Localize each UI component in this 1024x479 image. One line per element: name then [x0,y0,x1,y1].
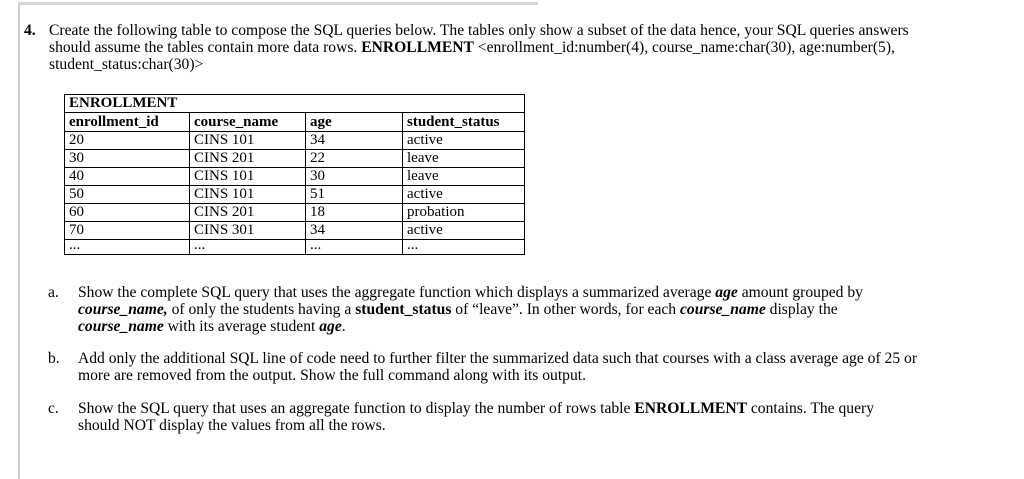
emphasis-student-status: student_status [355,301,452,318]
cell-enrollment-id: 50 [65,186,190,204]
cell-age: 34 [306,132,403,150]
item-b-text: Add only the additional SQL line of code need to further filter the summarized data such that courses with a class average age of 25 or more are removed from the output. Show the full command along with its output. [78,350,918,384]
cell-age: 18 [306,204,403,222]
cell-student-status: leave [403,150,525,168]
table-row [65,132,525,150]
table-row [65,150,525,168]
emphasis-enrollment: ENROLLMENT [634,400,747,417]
cell-enrollment-id: 70 [65,222,190,240]
cell-student-status: active [403,132,525,150]
table-row [65,186,525,204]
question-text [49,22,929,73]
emphasis-course-name: course_name [78,318,164,335]
cell-age: 30 [306,168,403,186]
col-header-enrollment-id: enrollment_id [65,113,190,132]
text-run: . [341,318,346,335]
cell-student-status: probation [403,204,525,222]
cell-enrollment-id: 60 [65,204,190,222]
table-row [65,204,525,222]
item-a-label: a. [48,284,59,301]
emphasis-course-name: course_name, [78,301,168,318]
text-run: of only the students having a [167,301,356,318]
cell-course-name: CINS 301 [190,222,306,240]
table-header-row [65,113,525,132]
schema-name: ENROLLMENT [361,39,474,56]
item-c-label: c. [48,400,59,417]
cell-student-status: leave [403,168,525,186]
enrollment-table [64,94,525,255]
text-run: amount grouped by [737,284,863,301]
text-run: with its average student [163,318,320,335]
cell-student-status: active [403,186,525,204]
table-title: ENROLLMENT [65,95,525,113]
table-row [65,168,525,186]
cell-course-name: CINS 201 [190,204,306,222]
cell-enrollment-id: 30 [65,150,190,168]
cell-age: 22 [306,150,403,168]
page-top-border [18,2,538,5]
cell-course-name: CINS 101 [190,132,306,150]
text-run: Show the complete SQL query that uses the aggregate function which displays a summarized average [78,284,716,301]
emphasis-age: age [715,284,738,301]
col-header-student-status: student_status [403,113,525,132]
question-intro: Create the following table to compose the SQL queries below. The tables only show a subset of the data hence, your SQL queries answers should assume the tables contain more data rows. [49,22,909,56]
text-run: of “leave”. In other words, for each [451,301,680,318]
cell-enrollment-id: 20 [65,132,190,150]
cell-student-status: active [403,222,525,240]
text-run: display the [765,301,838,318]
table-row [65,222,525,240]
ellipsis-cell: ... [306,240,403,255]
ellipsis-cell: ... [190,240,306,255]
item-a-text [78,284,918,335]
cell-course-name: CINS 201 [190,150,306,168]
item-c-text [78,400,918,434]
ellipsis-cell: ... [65,240,190,255]
emphasis-age: age [319,318,342,335]
text-run: Show the SQL query that uses an aggregate function to display the number of rows table [78,400,635,417]
cell-course-name: CINS 101 [190,168,306,186]
cell-age: 34 [306,222,403,240]
page-left-border [18,4,20,479]
col-header-course-name: course_name [190,113,306,132]
cell-age: 51 [306,186,403,204]
col-header-age: age [306,113,403,132]
emphasis-course-name: course_name [680,301,766,318]
cell-course-name: CINS 101 [190,186,306,204]
text-run: contains. The query should NOT display the values from all the rows. [78,400,875,434]
question-number: 4. [24,22,36,39]
item-b-label: b. [48,350,60,367]
cell-enrollment-id: 40 [65,168,190,186]
table-ellipsis-row [65,240,525,255]
ellipsis-cell: ... [403,240,525,255]
schema-definition: <enrollment_id:number(4), course_name:char(30), age:number(5), student_status:char(30)> [49,39,895,73]
